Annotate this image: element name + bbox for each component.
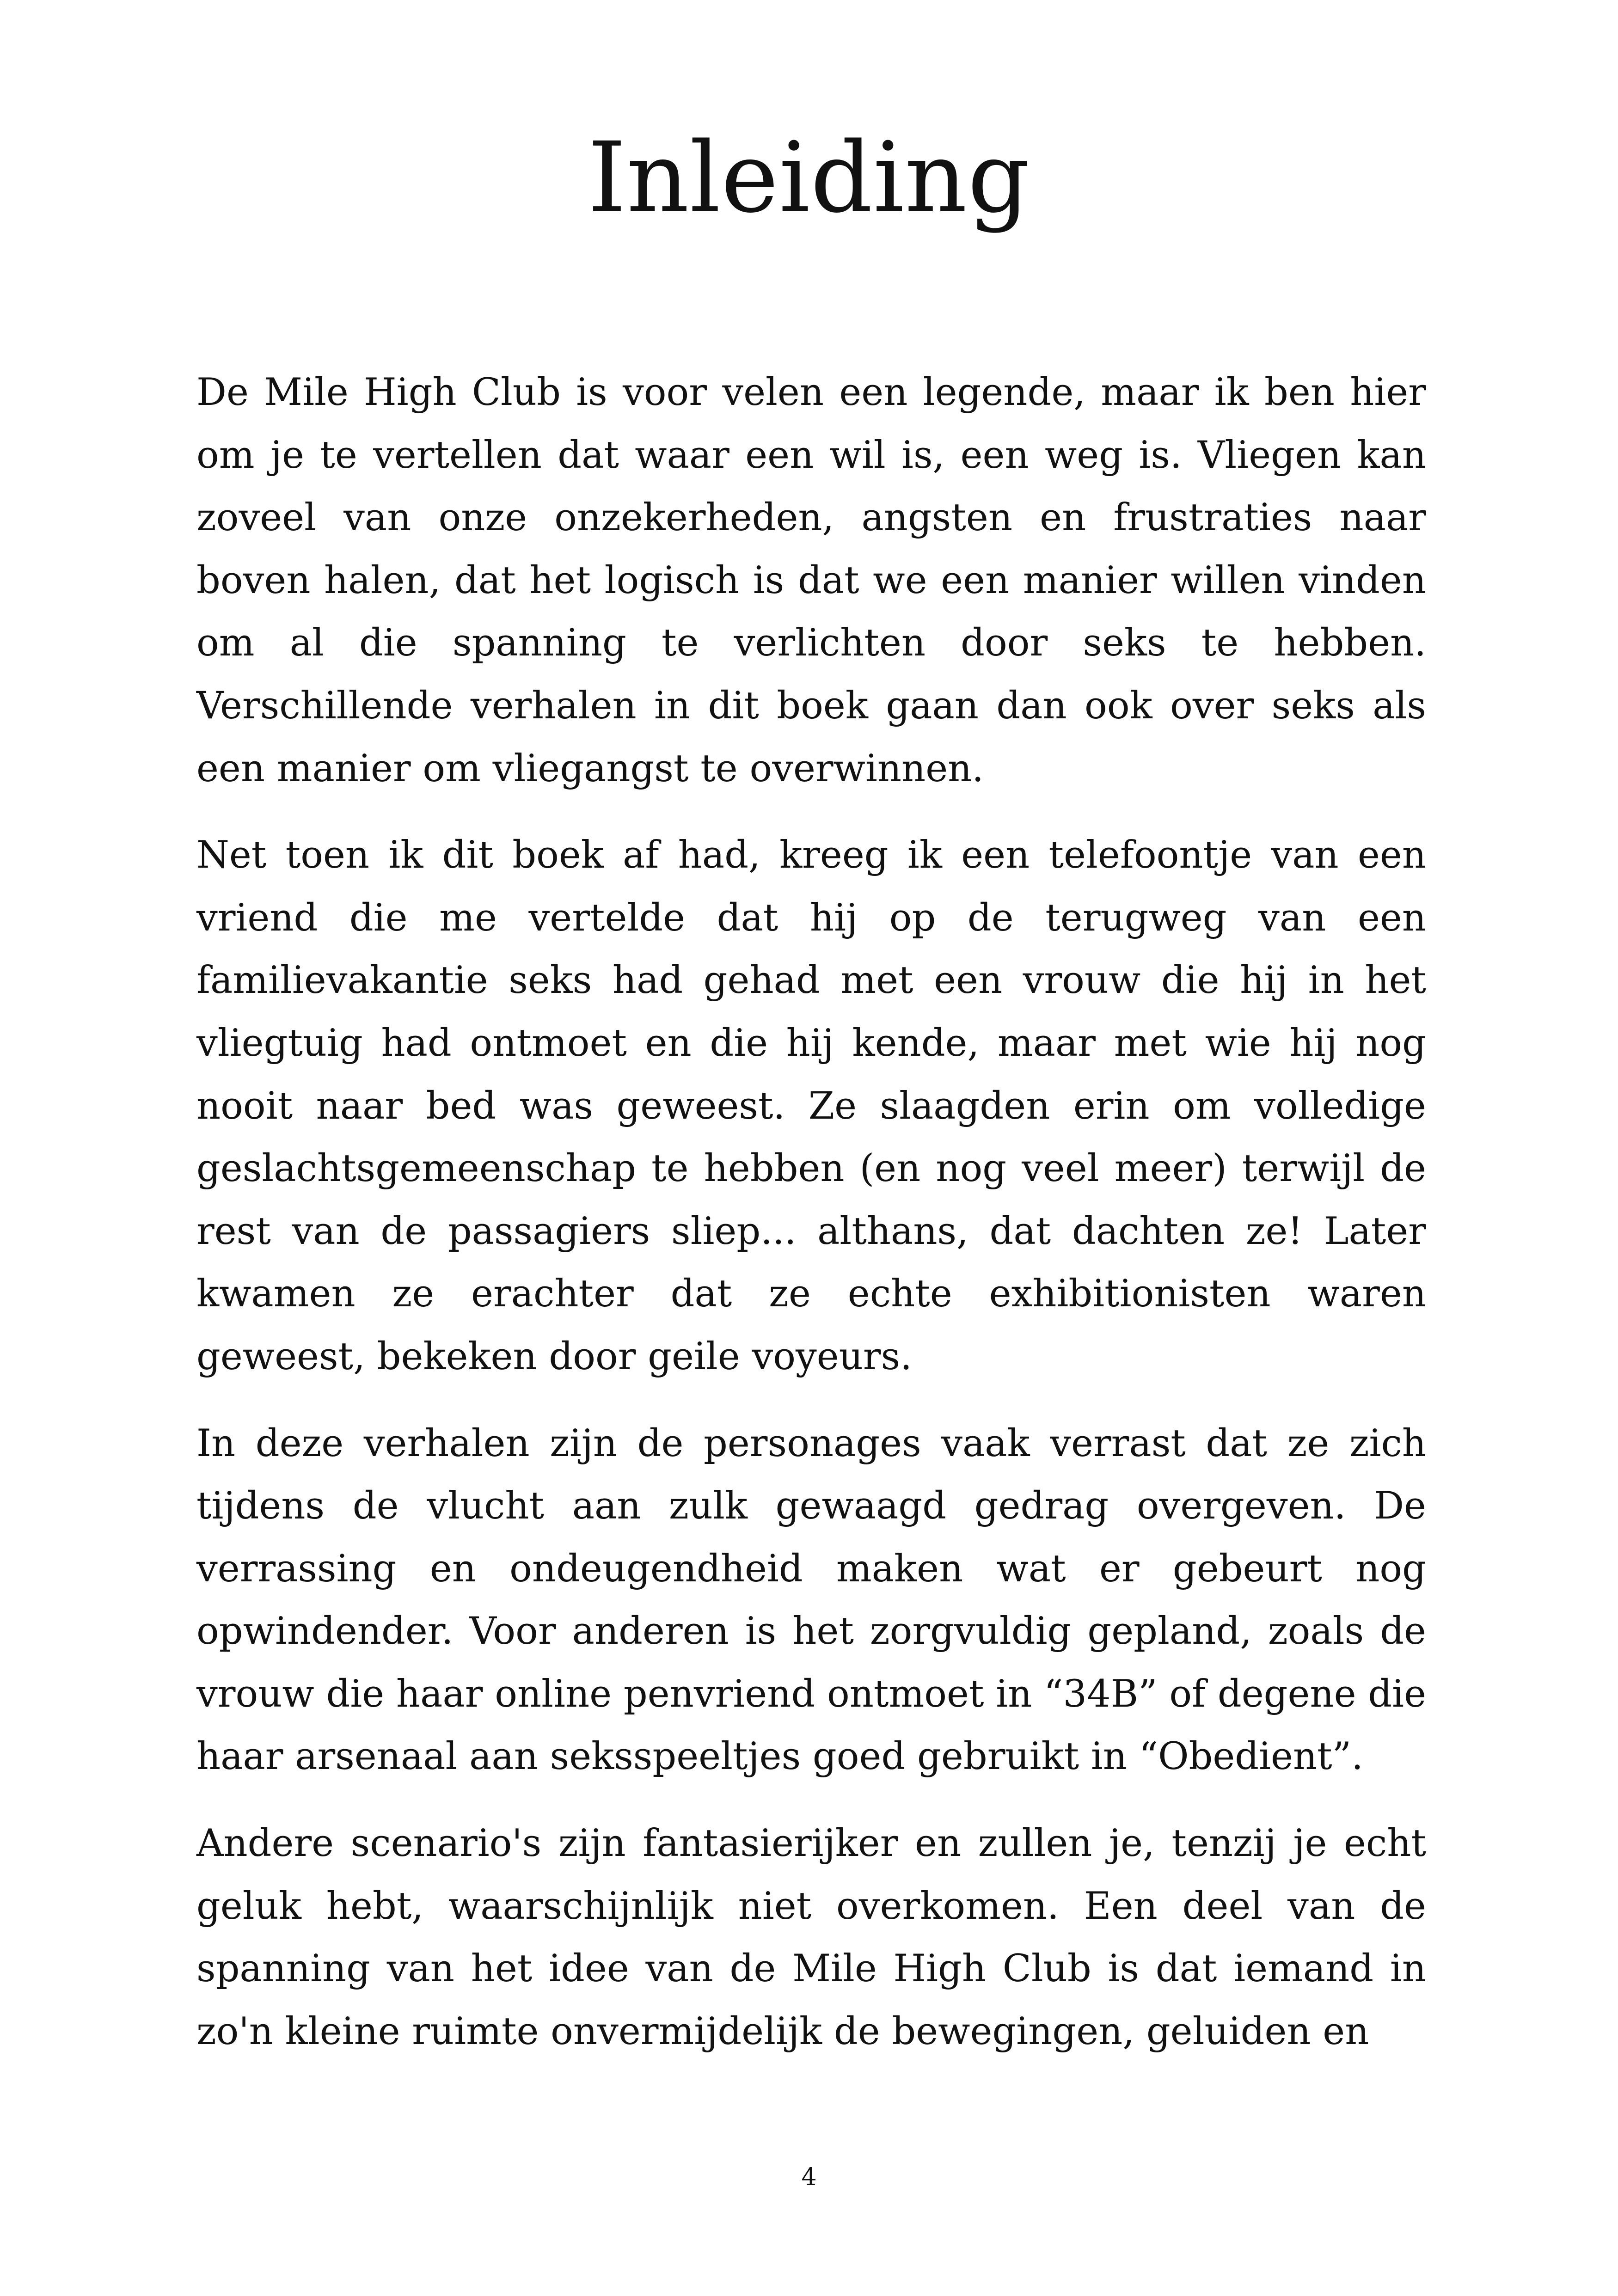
- chapter-body: [196, 361, 1426, 2087]
- page-number: 4: [801, 2163, 817, 2191]
- chapter-title: Inleiding: [588, 121, 1030, 234]
- paragraph-1: De Mile High Club is voor velen een legende, maar ik ben hier om je te vertellen dat waar een wil is, een weg is. Vliegen kan zoveel van onze onzekerheden, angsten en frustraties naar boven halen, dat het logisch is dat we een manier willen vinden om al die spanning te verlichten door seks te hebben. Verschillende verhalen in dit boek gaan dan ook over seks als een manier om vliegangst te overwinnen.: [196, 371, 1426, 790]
- paragraph-2: Net toen ik dit boek af had, kreeg ik een telefoontje van een vriend die me vertelde dat hij op de terugweg van een familievakantie seks had gehad met een vrouw die hij in het vliegtuig had ontmoet en die hij kende, maar met wie hij nog nooit naar bed was geweest. Ze slaagden erin om volledige geslachtsgemeenschap te hebben (en nog veel meer) terwijl de rest van de passagiers sliep... althans, dat dachten ze! Later kwamen ze erachter dat ze echte exhibitionisten waren geweest, bekeken door geile voyeurs.: [196, 833, 1426, 1378]
- paragraph-3: In deze verhalen zijn de personages vaak verrast dat ze zich tijdens de vlucht aan zulk gewaagd gedrag overgeven. De verrassing en ondeugendheid maken wat er gebeurt nog opwindender. Voor anderen is het zorgvuldig gepland, zoals de vrouw die haar online penvriend ontmoet in “34B” of degene die haar arsenaal aan seksspeeltjes goed gebruikt in “Obedient”.: [196, 1421, 1426, 1779]
- paragraph-4: Andere scenario's zijn fantasierijker en zullen je, tenzij je echt geluk hebt, waarschijnlijk niet overkomen. Een deel van de spanning van het idee van de Mile High Club is dat iemand in zo'n kleine ruimte onvermijdelijk de bewegingen, geluiden en: [196, 1822, 1426, 2053]
